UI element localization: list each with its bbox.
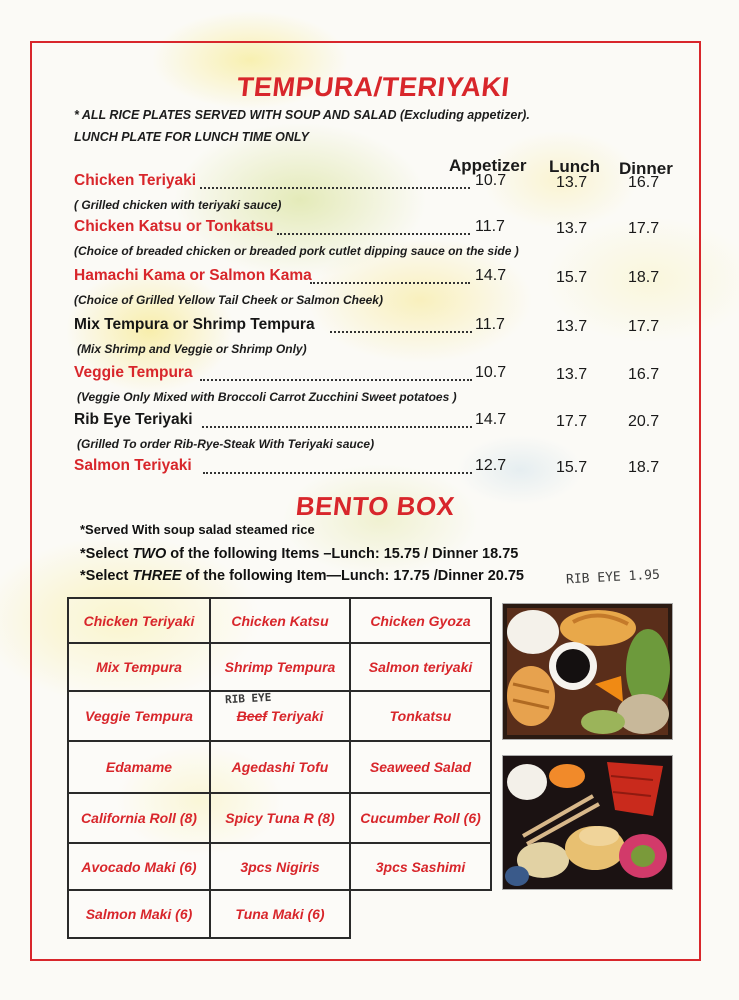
menu-item-appetizer-price: 14.7 bbox=[475, 267, 507, 284]
menu-item-appetizer-price: 11.7 bbox=[475, 218, 505, 235]
bento-grid-row bbox=[68, 843, 491, 890]
bento-option-cell: Chicken Katsu bbox=[210, 598, 350, 643]
menu-item-dinner-price: 20.7 bbox=[628, 413, 660, 430]
menu-item-dot-leader bbox=[202, 426, 472, 428]
bento-box-title: BENTO BOX bbox=[294, 491, 457, 521]
lunch-column-header: Lunch bbox=[549, 157, 600, 176]
menu-item-appetizer-price: 14.7 bbox=[475, 411, 507, 428]
bento-photo-1 bbox=[502, 603, 673, 740]
menu-item-lunch-price: 13.7 bbox=[556, 366, 588, 383]
bento-options-grid bbox=[67, 597, 492, 939]
bento-select-two bbox=[80, 546, 518, 562]
handwritten-rib-eye-correction: RIB EYE bbox=[224, 690, 272, 707]
rice-plate-note: * ALL RICE PLATES SERVED WITH SOUP AND SALAD (Excluding appetizer). bbox=[74, 108, 530, 122]
bento-option-cell: Tonkatsu bbox=[350, 691, 491, 741]
select-two-rest: of the following Items –Lunch: 15.75 / Dinner 18.75 bbox=[166, 546, 519, 562]
bento-option-cell: California Roll (8) bbox=[68, 793, 210, 843]
menu-item-dot-leader bbox=[200, 379, 472, 381]
bento-option-cell: Salmon teriyaki bbox=[350, 643, 491, 691]
select-two-emphasis: TWO bbox=[132, 546, 167, 562]
lunch-time-note: LUNCH PLATE FOR LUNCH TIME ONLY bbox=[74, 130, 309, 144]
menu-item-name: Chicken Katsu or Tonkatsu bbox=[74, 218, 274, 235]
menu-item-dot-leader bbox=[330, 331, 472, 333]
menu-item-description: (Mix Shrimp and Veggie or Shrimp Only) bbox=[77, 342, 307, 356]
bento-option-cell: 3pcs Nigiris bbox=[210, 843, 350, 890]
bento-photo-1-image bbox=[503, 604, 672, 739]
menu-item-description: (Veggie Only Mixed with Broccoli Carrot Zucchini Sweet potatoes ) bbox=[77, 390, 457, 404]
struck-beef-label: Beef bbox=[236, 708, 268, 724]
menu-item-description: (Grilled To order Rib-Rye-Steak With Teriyaki sauce) bbox=[77, 437, 375, 451]
bento-option-cell: Avocado Maki (6) bbox=[68, 843, 210, 890]
select-three-prefix: *Select bbox=[80, 568, 133, 584]
menu-item-lunch-price: 17.7 bbox=[556, 413, 588, 430]
menu-item-dinner-price: 18.7 bbox=[628, 269, 660, 286]
bento-option-cell: Spicy Tuna R (8) bbox=[210, 793, 350, 843]
bento-option-beef-teriyaki bbox=[210, 691, 350, 741]
select-three-emphasis: THREE bbox=[132, 568, 182, 584]
menu-item-dinner-price: 18.7 bbox=[628, 459, 660, 476]
bento-option-cell: Edamame bbox=[68, 741, 210, 793]
bento-photo-2 bbox=[502, 755, 673, 890]
bento-option-cell: Salmon Maki (6) bbox=[68, 890, 210, 938]
menu-item-dot-leader bbox=[277, 233, 470, 235]
menu-item-dinner-price: 17.7 bbox=[628, 318, 660, 335]
bento-select-three bbox=[80, 568, 524, 584]
bento-grid-row bbox=[68, 598, 491, 643]
bento-option-cell: Veggie Tempura bbox=[68, 691, 210, 741]
menu-item-appetizer-price: 12.7 bbox=[475, 457, 507, 474]
bento-served-note: *Served With soup salad steamed rice bbox=[80, 522, 315, 537]
menu-item-name: Salmon Teriyaki bbox=[74, 457, 192, 474]
bento-option-cell: Tuna Maki (6) bbox=[210, 890, 350, 938]
bento-option-cell: Chicken Gyoza bbox=[350, 598, 491, 643]
menu-item-name: Hamachi Kama or Salmon Kama bbox=[74, 267, 312, 284]
menu-item-description: (Choice of breaded chicken or breaded pork cutlet dipping sauce on the side ) bbox=[74, 244, 519, 258]
menu-item-dot-leader bbox=[203, 472, 472, 474]
menu-item-lunch-price: 13.7 bbox=[556, 220, 588, 237]
menu-item-lunch-price: 13.7 bbox=[556, 174, 588, 191]
bento-photo-2-image bbox=[503, 756, 672, 889]
bento-option-cell: Shrimp Tempura bbox=[210, 643, 350, 691]
menu-item-description: ( Grilled chicken with teriyaki sauce) bbox=[74, 198, 282, 212]
bento-option-cell: 3pcs Sashimi bbox=[350, 843, 491, 890]
bento-grid-row bbox=[68, 793, 491, 843]
menu-item-name: Veggie Tempura bbox=[74, 364, 193, 381]
menu-item-description: (Choice of Grilled Yellow Tail Cheek or Salmon Cheek) bbox=[74, 293, 383, 307]
bento-grid-row bbox=[68, 741, 491, 793]
menu-item-appetizer-price: 10.7 bbox=[475, 172, 507, 189]
menu-item-dot-leader bbox=[200, 187, 470, 189]
menu-item-dinner-price: 17.7 bbox=[628, 220, 660, 237]
menu-item-dinner-price: 16.7 bbox=[628, 366, 660, 383]
bento-option-cell: Mix Tempura bbox=[68, 643, 210, 691]
bento-grid-row bbox=[68, 691, 491, 741]
dinner-column-header: Dinner bbox=[619, 159, 673, 178]
bento-grid-row bbox=[68, 890, 491, 938]
menu-item-lunch-price: 13.7 bbox=[556, 318, 588, 335]
menu-item-dot-leader bbox=[310, 282, 470, 284]
menu-item-name: Rib Eye Teriyaki bbox=[74, 411, 193, 428]
bento-option-cell: Chicken Teriyaki bbox=[68, 598, 210, 643]
menu-item-appetizer-price: 10.7 bbox=[475, 364, 507, 381]
bento-option-cell: Seaweed Salad bbox=[350, 741, 491, 793]
appetizer-column-header: Appetizer bbox=[449, 156, 527, 175]
select-two-prefix: *Select bbox=[80, 546, 133, 562]
bento-grid-empty-cell bbox=[350, 890, 491, 938]
bento-option-cell: Cucumber Roll (6) bbox=[350, 793, 491, 843]
tempura-teriyaki-title: TEMPURA/TERIYAKI bbox=[235, 72, 512, 102]
handwritten-rib-eye-price: RIB EYE 1.95 bbox=[565, 567, 661, 588]
select-three-rest: of the following Item—Lunch: 17.75 /Dinner 20.75 bbox=[181, 568, 524, 584]
menu-item-dinner-price: 16.7 bbox=[628, 174, 660, 191]
bento-option-cell: Agedashi Tofu bbox=[210, 741, 350, 793]
menu-item-name: Mix Tempura or Shrimp Tempura bbox=[74, 316, 315, 333]
menu-item-lunch-price: 15.7 bbox=[556, 459, 588, 476]
menu-item-appetizer-price: 11.7 bbox=[475, 316, 505, 333]
bento-grid-row bbox=[68, 643, 491, 691]
menu-item-name: Chicken Teriyaki bbox=[74, 172, 197, 189]
menu-item-lunch-price: 15.7 bbox=[556, 269, 588, 286]
teriyaki-label: Teriyaki bbox=[267, 708, 324, 724]
bento-option-beef-wrap bbox=[211, 690, 349, 724]
